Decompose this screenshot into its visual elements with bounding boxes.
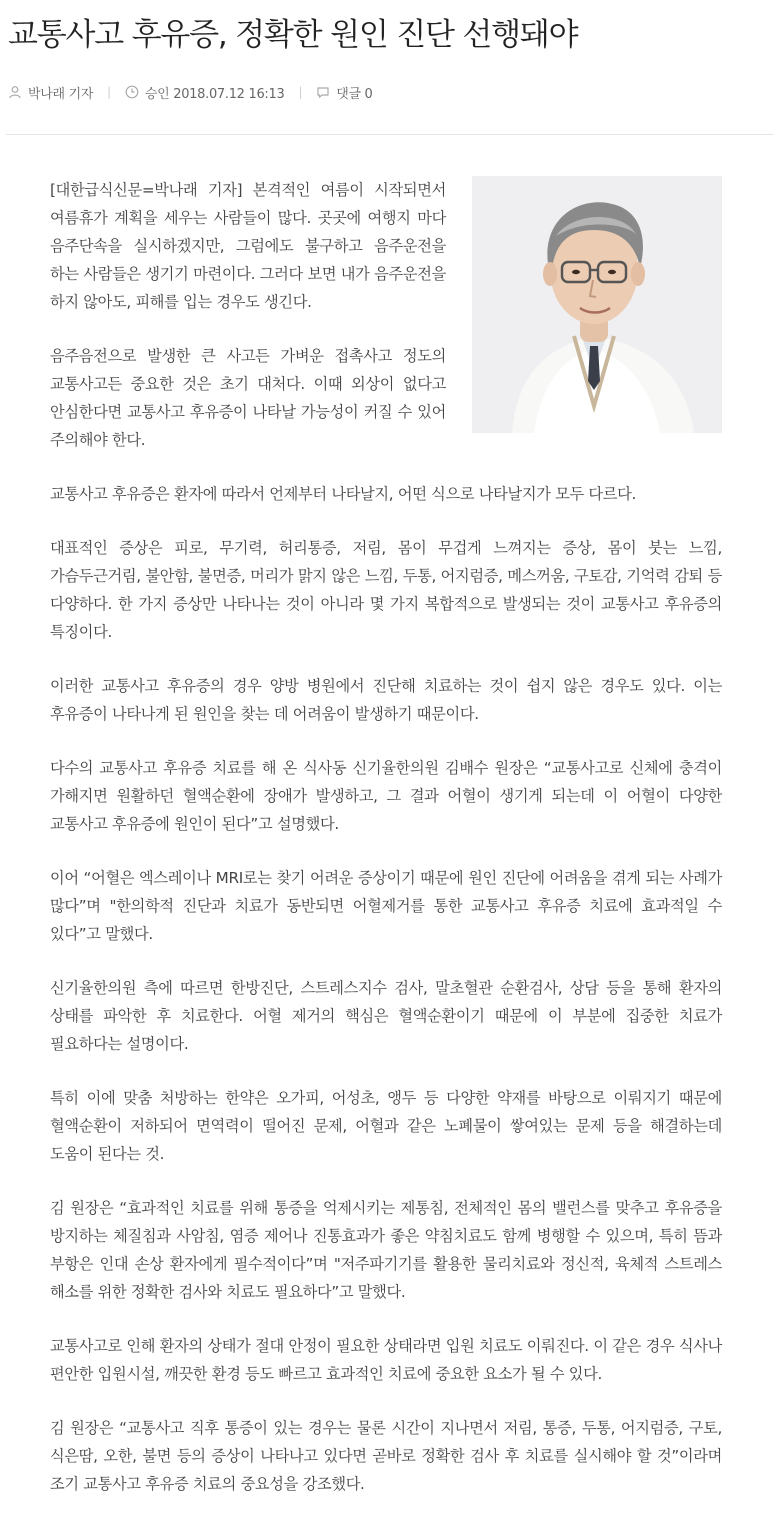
comments-count: 댓글 0 — [336, 86, 373, 102]
article-paragraph: 김 원장은 “효과적인 치료를 위해 통증을 억제시키는 제통침, 전체적인 몸의 밸런스를 맞추고 후유증을 방지하는 체질침과 사암침, 염증 제어나 진통효과가 좋은 약침치료도 함께 병행할 수 있으며, 특히 뜸과 부항은 인대 손상 환자에게 필수적이다”며 "저주파기기를 활용한 물리치료와 정신적, 육체적 스트레스 해소를 위한 정확한 검사와 치료도 필요하다”고 말했다. — [50, 1199, 722, 1301]
article-paragraph: 신기율한의원 측에 따르면 한방진단, 스트레스지수 검사, 말초혈관 순환검사, 상담 등을 통해 환자의 상태를 파악한 후 치료한다. 어혈 제거의 핵심은 혈액순환이기 때문에 이 부분에 집중한 치료가 필요하다는 설명이다. — [50, 979, 722, 1053]
article-meta — [8, 80, 373, 104]
article-body — [50, 176, 722, 1524]
comments-link[interactable] — [316, 83, 372, 102]
article-paragraph: 특히 이에 맞춤 처방하는 한약은 오가피, 어성초, 앵두 등 다양한 약재를 바탕으로 이뤄지기 때문에 혈액순환이 저하되어 면역력이 떨어진 문제, 어혈과 같은 노폐물이 쌓여있는 문제 등을 해결하는데 도움이 된다는 것. — [50, 1089, 722, 1163]
comment-bubble-icon — [316, 85, 330, 99]
approved-datetime: 승인 2018.07.12 16:13 — [144, 86, 285, 102]
doctor-photo — [472, 176, 722, 433]
reporter-name: 박나래 기자 — [28, 86, 94, 102]
article-paragraph: 다수의 교통사고 후유증 치료를 해 온 식사동 신기율한의원 김배수 원장은 “교통사고로 신체에 충격이 가해지면 원활하던 혈액순환에 장애가 발생하고, 그 결과 어혈이 생기게 되는데 이 어혈이 다양한 교통사고 후유증에 원인이 된다”고 설명했다. — [50, 759, 722, 833]
person-icon — [8, 85, 22, 99]
article-paragraph: 이러한 교통사고 후유증의 경우 양방 병원에서 진단해 치료하는 것이 쉽지 않은 경우도 있다. 이는 후유증이 나타나게 된 원인을 찾는 데 어려움이 발생하기 때문이다. — [50, 677, 722, 723]
approved-info — [125, 83, 285, 102]
clock-icon — [125, 85, 139, 99]
article-title: 교통사고 후유증, 정확한 원인 진단 선행돼야 — [8, 17, 578, 53]
article-paragraph: 교통사고 후유증은 환자에 따라서 언제부터 나타날지, 어떤 식으로 나타날지가 모두 다르다. — [50, 485, 637, 503]
article-paragraph: [대한급식신문=박나래 기자] 본격적인 여름이 시작되면서 여름휴가 계획을 세우는 사람들이 많다. 곳곳에 여행지 마다 음주단속을 실시하겠지만, 그럼에도 불구하고 음주운전을 하는 사람들은 생기기 마련이다. 그러다 보면 내가 음주운전을 하지 않아도, 피해를 입는 경우도 생긴다. — [50, 181, 446, 311]
header-divider — [6, 134, 774, 135]
article-paragraph: 음주음전으로 발생한 큰 사고든 가벼운 접촉사고 정도의 교통사고든 중요한 것은 초기 대처다. 이때 외상이 없다고 안심한다면 교통사고 후유증이 나타날 가능성이 커질 수 있어 주의해야 한다. — [50, 347, 446, 449]
article-paragraph: 이어 “어혈은 엑스레이나 MRI로는 찾기 어려운 증상이기 때문에 원인 진단에 어려움을 겪게 되는 사례가 많다”며 "한의학적 진단과 치료가 동반되면 어혈제거를 통한 교통사고 후유증 치료에 효과적일 수 있다”고 말했다. — [50, 869, 722, 943]
meta-divider: | — [298, 85, 303, 99]
article-paragraph: 김 원장은 “교통사고 직후 통증이 있는 경우는 물론 시간이 지나면서 저림, 통증, 두통, 어지럼증, 구토, 식은땀, 오한, 불면 등의 증상이 나타나고 있다면 곧바로 정확한 검사 후 치료를 실시해야 할 것”이라며 조기 교통사고 후유증 치료의 중요성을 강조했다. — [50, 1419, 722, 1493]
doctor-portrait-icon — [472, 176, 722, 433]
meta-divider: | — [107, 85, 111, 99]
article-paragraph: 대표적인 증상은 피로, 무기력, 허리통증, 저림, 몸이 무겁게 느껴지는 증상, 몸이 붓는 느낌, 가슴두근거림, 불안함, 불면증, 머리가 맑지 않은 느낌, 두통, 어지럼증, 메스꺼움, 구토감, 기억력 감퇴 등 다양하다. 한 가지 증상만 나타나는 것이 아니라 몇 가지 복합적으로 발생되는 것이 교통사고 후유증의 특징이다. — [50, 539, 722, 641]
article-paragraph: 교통사고로 인해 환자의 상태가 절대 안정이 필요한 상태라면 입원 치료도 이뤄진다. 이 같은 경우 식사나 편안한 입원시설, 깨끗한 환경 등도 빠르고 효과적인 치료에 중요한 요소가 될 수 있다. — [50, 1337, 722, 1383]
reporter-info[interactable] — [8, 83, 93, 102]
